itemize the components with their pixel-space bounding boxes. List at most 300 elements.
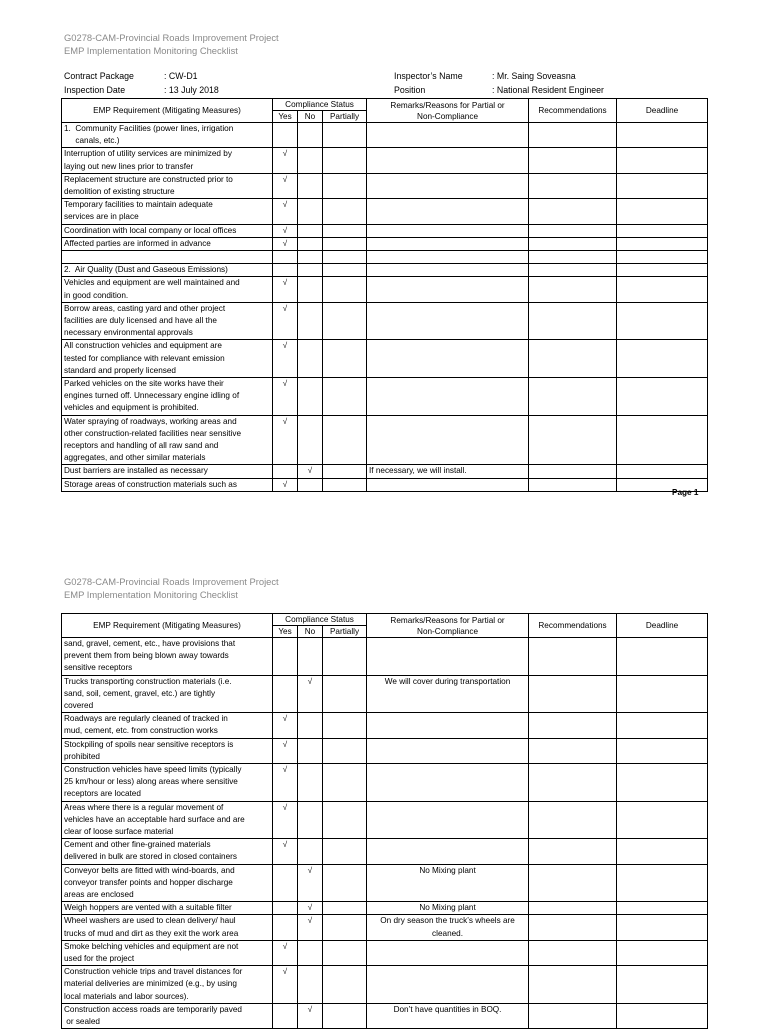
- document-page-2: [0, 512, 768, 1027]
- requirement-text: 25 km/hour or less) along areas where sensitive: [64, 777, 238, 787]
- no-cell: [298, 378, 323, 416]
- deadline-cell: [617, 966, 708, 1004]
- partially-cell: [323, 638, 367, 676]
- requirement-text: prohibited: [64, 751, 100, 761]
- recommendations-cell: [529, 638, 617, 676]
- requirement-text: sensitive receptors: [64, 663, 133, 673]
- recommendations-cell: [529, 478, 617, 491]
- no-cell: [298, 966, 323, 1004]
- checklist-title: EMP Implementation Monitoring Checklist: [64, 589, 238, 600]
- requirement-cell: [62, 675, 273, 713]
- no-cell: [298, 940, 323, 965]
- requirement-text: receptors and handling of all raw sand and: [64, 441, 219, 451]
- deadline-cell: [617, 302, 708, 340]
- no-cell: [298, 277, 323, 302]
- requirement-cell: [62, 638, 273, 676]
- recommendations-cell: [529, 199, 617, 224]
- recommendations-cell: [529, 415, 617, 465]
- requirement-text: receptors are located: [64, 789, 141, 799]
- no-cell: [298, 801, 323, 839]
- recommendations-cell: [529, 902, 617, 915]
- table-row: [62, 1003, 708, 1028]
- requirement-text: Trucks transporting construction materials (i.e.: [64, 676, 232, 686]
- requirement-text: Roadways are regularly cleaned of tracked in: [64, 714, 228, 724]
- partially-cell: [323, 173, 367, 198]
- requirement-text: areas are enclosed: [64, 890, 134, 900]
- requirement-text: sand, soil, cement, gravel, etc.) are tightly: [64, 688, 216, 698]
- yes-cell: √: [273, 148, 298, 173]
- partially-cell: [323, 1003, 367, 1028]
- recommendations-cell: [529, 801, 617, 839]
- requirement-text: in good condition.: [64, 290, 129, 300]
- table-row: [62, 864, 708, 902]
- requirement-text: Borrow areas, casting yard and other project: [64, 303, 226, 313]
- requirement-text: sand, gravel, cement, etc., have provisions that: [64, 639, 236, 648]
- partially-cell: [323, 738, 367, 763]
- recommendations-cell: [529, 302, 617, 340]
- requirement-cell: [62, 764, 273, 802]
- requirement-text: material deliveries are minimized (e.g., by using: [64, 979, 237, 989]
- remarks-cell: [367, 902, 529, 915]
- remarks-cell: [367, 415, 529, 465]
- yes-cell: √: [273, 764, 298, 802]
- requirement-text: Interruption of utility services are minimized by: [64, 149, 232, 159]
- partially-cell: [323, 478, 367, 491]
- position-label: Position: [394, 85, 426, 95]
- deadline-cell: [617, 902, 708, 915]
- requirement-text: Vehicles and equipment are well maintained and: [64, 278, 240, 288]
- recommendations-cell: [529, 277, 617, 302]
- deadline-cell: [617, 940, 708, 965]
- yes-cell: [273, 251, 298, 264]
- remarks-cell: [367, 801, 529, 839]
- yes-cell: [273, 264, 298, 277]
- table-row: [62, 123, 708, 148]
- requirement-cell: [62, 148, 273, 173]
- remarks-cell: [367, 277, 529, 302]
- no-cell: [298, 199, 323, 224]
- no-cell: [298, 764, 323, 802]
- inspection-date-label: Inspection Date: [64, 85, 126, 95]
- requirement-text: necessary environmental approvals: [64, 328, 193, 338]
- yes-cell: √: [273, 478, 298, 491]
- deadline-cell: [617, 1003, 708, 1028]
- checklist-title: EMP Implementation Monitoring Checklist: [64, 45, 238, 56]
- requirement-cell: [62, 378, 273, 416]
- remarks-text: On dry season the truck’s wheels are: [380, 916, 515, 926]
- partially-cell: [323, 340, 367, 378]
- emp-checklist-table: [61, 613, 708, 1029]
- requirement-text: Construction access roads are temporarily paved: [64, 1004, 242, 1014]
- deadline-cell: [617, 864, 708, 902]
- remarks-text: No Mixing plant: [419, 865, 476, 875]
- requirement-text: Affected parties are informed in advance: [64, 238, 211, 248]
- project-title: G0278-CAM-Provincial Roads Improvement Project: [64, 576, 279, 587]
- remarks-cell: [367, 864, 529, 902]
- requirement-text: vehicles and equipment is prohibited.: [64, 403, 199, 413]
- no-cell: [298, 738, 323, 763]
- recommendations-cell: [529, 123, 617, 148]
- no-cell: [298, 148, 323, 173]
- partially-cell: [323, 839, 367, 864]
- table-row: [62, 478, 708, 491]
- requirement-text: engines turned off. Unnecessary engine idling of: [64, 391, 240, 401]
- deadline-cell: [617, 675, 708, 713]
- partially-cell: [323, 378, 367, 416]
- table-row: [62, 713, 708, 738]
- recommendations-cell: [529, 839, 617, 864]
- remarks-header: [367, 99, 529, 123]
- requirement-text: 1. Community Facilities (power lines, irrigation: [64, 124, 234, 133]
- requirement-text: covered: [64, 701, 94, 711]
- recommendations-cell: [529, 264, 617, 277]
- requirement-text: tested for compliance with relevant emission: [64, 353, 225, 363]
- requirement-text: clear of loose surface material: [64, 827, 174, 837]
- yes-cell: √: [273, 839, 298, 864]
- remarks-cell: [367, 173, 529, 198]
- deadline-cell: [617, 173, 708, 198]
- partially-cell: [323, 940, 367, 965]
- project-title: G0278-CAM-Provincial Roads Improvement Project: [64, 32, 279, 43]
- deadline-cell: [617, 148, 708, 173]
- remarks-cell: [367, 915, 529, 940]
- requirement-text: facilities are duly licensed and have all the: [64, 316, 217, 326]
- requirement-text: Construction vehicles have speed limits (typically: [64, 765, 242, 775]
- table-row: [62, 940, 708, 965]
- remarks-text: We will cover during transportation: [384, 676, 511, 686]
- partially-cell: [323, 415, 367, 465]
- partially-cell: [323, 224, 367, 237]
- recommendations-cell: [529, 738, 617, 763]
- requirement-cell: [62, 224, 273, 237]
- no-cell: [298, 173, 323, 198]
- requirement-text: All construction vehicles and equipment are: [64, 341, 222, 351]
- table-row: [62, 966, 708, 1004]
- remarks-header-line: Remarks/Reasons for Partial or: [390, 615, 505, 625]
- recommendations-cell: [529, 237, 617, 250]
- requirement-cell: [62, 839, 273, 864]
- table-row: [62, 465, 708, 478]
- yes-cell: √: [273, 302, 298, 340]
- requirement-text: Replacement structure are constructed prior to: [64, 174, 233, 184]
- requirement-text: Cement and other fine-grained materials: [64, 840, 211, 850]
- no-cell: [298, 264, 323, 277]
- yes-cell: √: [273, 738, 298, 763]
- requirement-text: Smoke belching vehicles and equipment are not: [64, 941, 239, 951]
- remarks-header: [367, 614, 529, 638]
- recommendations-cell: [529, 148, 617, 173]
- partially-cell: [323, 148, 367, 173]
- document-page-1: [0, 0, 768, 512]
- remarks-cell: [367, 237, 529, 250]
- deadline-cell: [617, 465, 708, 478]
- yes-cell: √: [273, 277, 298, 302]
- requirement-cell: [62, 966, 273, 1004]
- yes-cell: √: [273, 224, 298, 237]
- deadline-cell: [617, 415, 708, 465]
- deadline-cell: [617, 764, 708, 802]
- recommendations-cell: [529, 675, 617, 713]
- deadline-cell: [617, 123, 708, 148]
- inspector-name-value: : Mr. Saing Soveasna: [492, 71, 576, 81]
- recommendations-cell: [529, 465, 617, 478]
- partially-cell: [323, 237, 367, 250]
- partially-cell: [323, 465, 367, 478]
- requirement-text: prevent them from being blown away towards: [64, 651, 229, 661]
- requirement-text: Wheel washers are used to clean delivery/ haul: [64, 916, 236, 926]
- remarks-header-line: Non-Compliance: [417, 626, 479, 636]
- table-row: [62, 340, 708, 378]
- requirement-text: Storage areas of construction materials such as: [64, 479, 237, 489]
- deadline-cell: [617, 277, 708, 302]
- no-cell: [298, 237, 323, 250]
- remarks-header-line: Non-Compliance: [417, 111, 479, 121]
- no-cell: [298, 251, 323, 264]
- requirement-text: aggregates, and other similar materials: [64, 453, 206, 463]
- requirement-text: or sealed: [64, 1017, 100, 1027]
- requirement-cell: [62, 801, 273, 839]
- deadline-cell: [617, 224, 708, 237]
- remarks-cell: [367, 123, 529, 148]
- remarks-cell: [367, 199, 529, 224]
- requirement-text: Stockpiling of spoils near sensitive receptors is: [64, 739, 234, 749]
- table-row: [62, 839, 708, 864]
- yes-cell: [273, 1003, 298, 1028]
- recommendations-cell: [529, 251, 617, 264]
- requirement-text: laying out new lines prior to transfer: [64, 161, 194, 171]
- no-cell: √: [298, 915, 323, 940]
- requirement-cell: [62, 415, 273, 465]
- remarks-cell: [367, 675, 529, 713]
- partially-cell: [323, 199, 367, 224]
- no-cell: [298, 713, 323, 738]
- inspector-name-label: Inspector’s Name: [394, 71, 463, 81]
- recommendations-cell: [529, 378, 617, 416]
- partially-cell: [323, 801, 367, 839]
- partially-cell: [323, 675, 367, 713]
- requirement-header: EMP Requirement (Mitigating Measures): [62, 614, 273, 638]
- remarks-cell: If necessary, we will install.: [367, 465, 529, 478]
- table-row: [62, 251, 708, 264]
- requirement-text: vehicles have an acceptable hard surface and are: [64, 814, 245, 824]
- requirement-text: canals, etc.): [64, 136, 120, 146]
- table-row: [62, 675, 708, 713]
- requirement-text: Conveyor belts are fitted with wind-boards, and: [64, 865, 235, 875]
- yes-cell: [273, 915, 298, 940]
- table-row: [62, 277, 708, 302]
- requirement-cell: [62, 940, 273, 965]
- table-row: [62, 237, 708, 250]
- partially-cell: [323, 302, 367, 340]
- remarks-cell: [367, 1003, 529, 1028]
- remarks-cell: [367, 264, 529, 277]
- deadline-header: Deadline: [617, 99, 708, 123]
- yes-cell: √: [273, 940, 298, 965]
- contract-package-label: Contract Package: [64, 71, 134, 81]
- no-cell: [298, 123, 323, 148]
- compliance-status-header: Compliance Status: [273, 614, 367, 626]
- no-cell: √: [298, 902, 323, 915]
- requirement-cell: [62, 123, 273, 148]
- yes-cell: √: [273, 340, 298, 378]
- yes-cell: √: [273, 237, 298, 250]
- contract-package-value: : CW-D1: [164, 71, 198, 81]
- partially-cell: [323, 264, 367, 277]
- remarks-header-line: Remarks/Reasons for Partial or: [390, 100, 505, 110]
- requirement-text: demolition of existing structure: [64, 187, 175, 197]
- table-row: [62, 199, 708, 224]
- yes-cell: √: [273, 378, 298, 416]
- partially-cell: [323, 915, 367, 940]
- requirement-cell: [62, 738, 273, 763]
- no-cell: [298, 478, 323, 491]
- requirement-text: other construction-related facilities near sensitive: [64, 428, 242, 438]
- remarks-cell: [367, 378, 529, 416]
- recommendations-cell: [529, 864, 617, 902]
- no-cell: [298, 340, 323, 378]
- requirement-text: Temporary facilities to maintain adequate: [64, 200, 213, 210]
- requirement-text: used for the project: [64, 954, 135, 964]
- yes-cell: [273, 675, 298, 713]
- yes-cell: √: [273, 966, 298, 1004]
- requirement-text: Areas where there is a regular movement of: [64, 802, 224, 812]
- remarks-cell: [367, 340, 529, 378]
- requirement-cell: [62, 478, 273, 491]
- requirement-cell: [62, 251, 273, 264]
- no-cell: √: [298, 675, 323, 713]
- requirement-text: delivered in bulk are stored in closed containers: [64, 852, 237, 862]
- no-cell: [298, 839, 323, 864]
- deadline-cell: [617, 839, 708, 864]
- compliance-status-header: Compliance Status: [273, 99, 367, 111]
- no-header: No: [298, 111, 323, 123]
- table-row: [62, 738, 708, 763]
- requirement-text: services are in place: [64, 212, 139, 222]
- recommendations-cell: [529, 340, 617, 378]
- recommendations-cell: [529, 173, 617, 198]
- recommendations-cell: [529, 915, 617, 940]
- no-cell: [298, 415, 323, 465]
- yes-header: Yes: [273, 111, 298, 123]
- requirement-text: 2. Air Quality (Dust and Gaseous Emissions): [64, 265, 228, 275]
- partially-cell: [323, 764, 367, 802]
- table-row: [62, 302, 708, 340]
- no-cell: √: [298, 1003, 323, 1028]
- recommendations-cell: [529, 1003, 617, 1028]
- remarks-cell: [367, 839, 529, 864]
- yes-cell: [273, 465, 298, 478]
- table-row: [62, 638, 708, 676]
- requirement-text: local materials and labor sources).: [64, 991, 189, 1001]
- no-header: No: [298, 626, 323, 638]
- deadline-header: Deadline: [617, 614, 708, 638]
- requirement-cell: [62, 902, 273, 915]
- requirement-cell: [62, 199, 273, 224]
- recommendations-cell: [529, 764, 617, 802]
- requirement-cell: [62, 340, 273, 378]
- table-row: [62, 378, 708, 416]
- remarks-cell: [367, 713, 529, 738]
- yes-cell: [273, 902, 298, 915]
- requirement-text: standard and properly licensed: [64, 365, 176, 375]
- remarks-text: Don’t have quantities in BOQ.: [393, 1004, 502, 1014]
- yes-cell: √: [273, 173, 298, 198]
- table-row: [62, 224, 708, 237]
- requirement-text: trucks of mud and dirt as they exit the work area: [64, 928, 239, 938]
- recommendations-cell: [529, 940, 617, 965]
- recommendations-cell: [529, 224, 617, 237]
- deadline-cell: [617, 378, 708, 416]
- partially-cell: [323, 713, 367, 738]
- deadline-cell: [617, 237, 708, 250]
- requirement-text: Construction vehicle trips and travel distances for: [64, 967, 243, 977]
- yes-header: Yes: [273, 626, 298, 638]
- requirement-text: Parked vehicles on the site works have their: [64, 379, 224, 389]
- deadline-cell: [617, 264, 708, 277]
- table-row: [62, 148, 708, 173]
- partially-cell: [323, 251, 367, 264]
- remarks-text: cleaned.: [432, 928, 464, 938]
- remarks-cell: [367, 638, 529, 676]
- requirement-cell: [62, 277, 273, 302]
- requirement-cell: [62, 465, 273, 478]
- remarks-cell: [367, 478, 529, 491]
- requirement-cell: [62, 237, 273, 250]
- deadline-cell: [617, 199, 708, 224]
- yes-cell: √: [273, 415, 298, 465]
- remarks-cell: [367, 738, 529, 763]
- position-value: : National Resident Engineer: [492, 85, 604, 95]
- requirement-header: EMP Requirement (Mitigating Measures): [62, 99, 273, 123]
- recommendations-header: Recommendations: [529, 614, 617, 638]
- no-cell: [298, 302, 323, 340]
- requirement-text: Dust barriers are installed as necessary: [64, 466, 208, 476]
- deadline-cell: [617, 340, 708, 378]
- partially-header: Partially: [323, 626, 367, 638]
- remarks-cell: [367, 148, 529, 173]
- requirement-cell: [62, 1003, 273, 1028]
- requirement-cell: [62, 302, 273, 340]
- partially-cell: [323, 966, 367, 1004]
- remarks-text: No Mixing plant: [419, 903, 476, 913]
- deadline-cell: [617, 638, 708, 676]
- deadline-cell: [617, 915, 708, 940]
- page-number: Page 1: [672, 488, 699, 497]
- remarks-cell: [367, 764, 529, 802]
- remarks-cell: [367, 966, 529, 1004]
- deadline-cell: [617, 801, 708, 839]
- table-row: [62, 264, 708, 277]
- no-cell: [298, 224, 323, 237]
- deadline-cell: [617, 251, 708, 264]
- no-cell: √: [298, 864, 323, 902]
- recommendations-header: Recommendations: [529, 99, 617, 123]
- inspection-date-value: : 13 July 2018: [164, 85, 219, 95]
- partially-cell: [323, 277, 367, 302]
- requirement-cell: [62, 864, 273, 902]
- remarks-cell: [367, 251, 529, 264]
- requirement-cell: [62, 264, 273, 277]
- partially-cell: [323, 864, 367, 902]
- requirement-text: Coordination with local company or local offices: [64, 225, 237, 235]
- requirement-text: conveyor transfer points and hopper discharge: [64, 877, 233, 887]
- yes-cell: √: [273, 713, 298, 738]
- table-row: [62, 801, 708, 839]
- remarks-cell: [367, 302, 529, 340]
- remarks-cell: [367, 224, 529, 237]
- no-cell: √: [298, 465, 323, 478]
- requirement-text: Weigh hoppers are vented with a suitable filter: [64, 903, 232, 913]
